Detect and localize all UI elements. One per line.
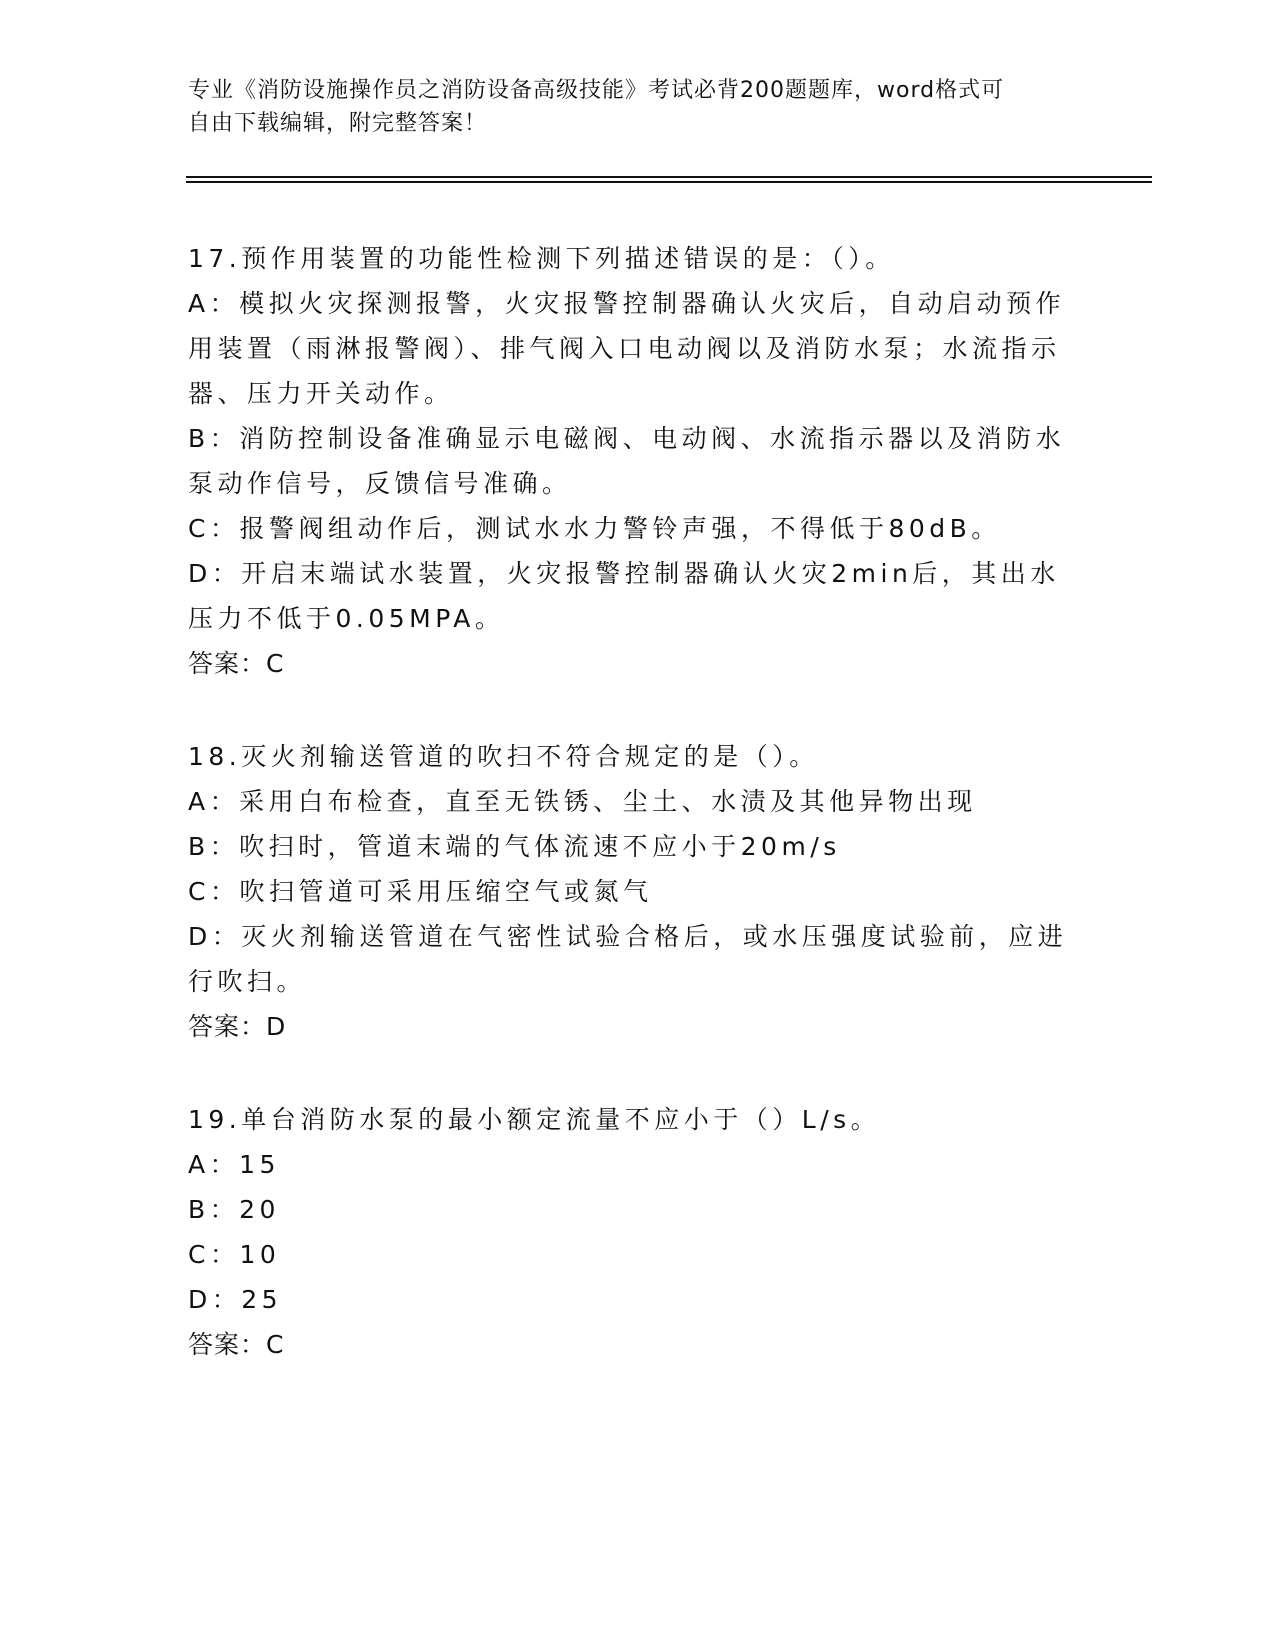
header-divider-top bbox=[186, 176, 1152, 178]
answer: 答案：D bbox=[188, 1012, 287, 1041]
document-header bbox=[188, 74, 1068, 140]
option-d: D：开启末端试水装置，火灾报警控制器确认火灾2min后，其出水压力不低于0.05MPA。 bbox=[188, 559, 1060, 633]
header-divider-bottom bbox=[186, 181, 1152, 183]
option-b: B：吹扫时，管道末端的气体流速不应小于20m/s bbox=[188, 832, 841, 861]
option-d: D：灭火剂输送管道在气密性试验合格后，或水压强度试验前，应进行吹扫。 bbox=[188, 922, 1068, 996]
question-title: 18.灭火剂输送管道的吹扫不符合规定的是（）。 bbox=[188, 742, 819, 771]
question-18 bbox=[188, 734, 1078, 1049]
question-19 bbox=[188, 1097, 1078, 1367]
option-b: B：消防控制设备准确显示电磁阀、电动阀、水流指示器以及消防水泵动作信号，反馈信号准确。 bbox=[188, 424, 1066, 498]
header-line-1: 专业《消防设施操作员之消防设备高级技能》考试必背200题题库，word格式可 bbox=[188, 78, 1005, 103]
option-d: D：25 bbox=[188, 1285, 283, 1314]
question-title: 17.预作用装置的功能性检测下列描述错误的是：（）。 bbox=[188, 244, 895, 273]
option-a: A：15 bbox=[188, 1150, 280, 1179]
question-list bbox=[188, 236, 1078, 1415]
header-line-2: 自由下载编辑，附完整答案！ bbox=[188, 111, 488, 136]
option-c: C：吹扫管道可采用压缩空气或氮气 bbox=[188, 877, 653, 906]
option-c: C：10 bbox=[188, 1240, 281, 1269]
option-c: C：报警阀组动作后，测试水水力警铃声强，不得低于80dB。 bbox=[188, 514, 1001, 543]
answer: 答案：C bbox=[188, 1330, 285, 1359]
option-a: A：采用白布检查，直至无铁锈、尘土、水渍及其他异物出现 bbox=[188, 787, 977, 816]
answer: 答案：C bbox=[188, 649, 285, 678]
question-17 bbox=[188, 236, 1078, 686]
option-a: A：模拟火灾探测报警，火灾报警控制器确认火灾后，自动启动预作用装置（雨淋报警阀）、排气阀入口电动阀以及消防水泵；水流指示器、压力开关动作。 bbox=[188, 289, 1066, 408]
option-b: B：20 bbox=[188, 1195, 280, 1224]
question-title: 19.单台消防水泵的最小额定流量不应小于（）L/s。 bbox=[188, 1105, 881, 1134]
